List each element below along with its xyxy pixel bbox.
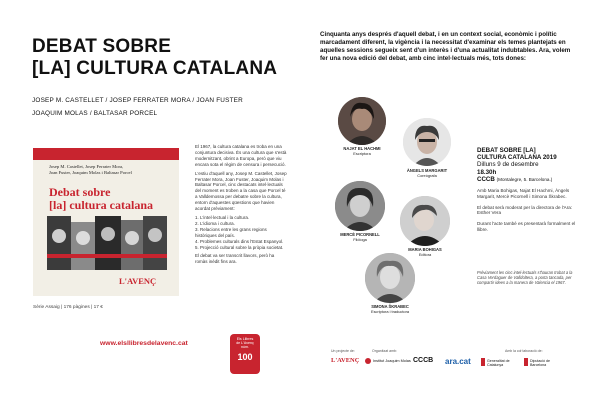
cover-title bbox=[49, 186, 173, 212]
person-name: NAJAT EL HACHMI bbox=[343, 146, 381, 151]
book-cover bbox=[33, 148, 179, 296]
logo-ara: ara.cat bbox=[445, 357, 471, 366]
page-title bbox=[32, 36, 292, 80]
portrait-photo bbox=[365, 253, 415, 303]
topic-item: 3. Relacions entre les grans regions històriques del país. bbox=[195, 226, 267, 238]
event-date: Dilluns 9 de desembre bbox=[477, 161, 539, 169]
topic-item: 5. Projecció cultural sobre la pròpia societat. bbox=[195, 244, 284, 250]
portrait-photo bbox=[335, 181, 385, 231]
person-role: Escriptora i traductora bbox=[370, 308, 410, 314]
event-info bbox=[477, 147, 577, 233]
institut-mark bbox=[365, 358, 371, 364]
portrait-photo bbox=[400, 196, 450, 246]
description bbox=[195, 144, 287, 268]
label-najat-el-hachmi bbox=[327, 147, 397, 157]
logo-generalitat: Generalitat de Catalunya bbox=[487, 359, 510, 368]
person-role: Filòloga bbox=[353, 236, 367, 242]
portrait-photo bbox=[338, 97, 386, 145]
cover-title-line-1: Debat sobre bbox=[49, 185, 111, 199]
cover-authors bbox=[49, 164, 169, 176]
logo-institut-joaquim-molas: Institut Joaquim Molas bbox=[373, 359, 411, 363]
cover-authors-line-1: Josep M. Castellet, Josep Ferrater Mora, bbox=[49, 164, 124, 169]
title-line-2: [LA] CULTURA CATALANA bbox=[32, 58, 278, 79]
portrait-merce-picornell bbox=[335, 181, 385, 231]
cover-authors-line-2: Joan Fuster, Joaquim Molas i Baltasar Porcel bbox=[49, 170, 132, 175]
portrait-angels-margarit bbox=[403, 118, 451, 166]
authors-line-2: JOAQUIM MOLAS / BALTASAR PORCEL bbox=[32, 110, 158, 117]
event-title-line-2: CULTURA CATALANA 2019 bbox=[477, 154, 557, 162]
label-merce-picornell bbox=[325, 233, 395, 243]
website-link[interactable]: www.elsllibresdelavenc.cat bbox=[100, 340, 188, 347]
portrait-najat-el-hachmi bbox=[338, 97, 386, 145]
cover-band bbox=[33, 148, 179, 160]
person-role: Editora bbox=[418, 251, 432, 257]
badge-number: 100 bbox=[237, 351, 253, 362]
portrait-photo bbox=[403, 118, 451, 166]
description-paragraph-1: El 1967, la cultura catalana es troba en una conjuntura decisiva. És una cultura que s'està modernitzant, obrint a Europa, però que viu encara sota el règim de censura i persecució. bbox=[195, 144, 287, 167]
cover-photo-collage bbox=[47, 216, 167, 270]
person-name: ÀNGELS MARGARIT bbox=[406, 168, 448, 173]
portrait-maria-bohigas bbox=[400, 196, 450, 246]
publication-info: Sèrie Assaig | 176 pàgines | 17 € bbox=[33, 305, 103, 310]
footer-project-label: Un projecte de: bbox=[331, 349, 355, 353]
event-title-line-1: DEBAT SOBRE [LA] bbox=[477, 147, 536, 154]
footer-organizer-label: Organitzat amb: bbox=[372, 349, 397, 353]
description-paragraph-3: El debat va ser transcrit llavors, però ha romàs inèdit fins ara. bbox=[195, 253, 275, 265]
title-line-1: DEBAT SOBRE bbox=[32, 36, 172, 57]
badge-line-3: núm. bbox=[241, 345, 249, 350]
event-closing: Durant l'acte també es presentarà formalment el llibre. bbox=[477, 221, 576, 232]
event-address: (Montalegre, 5. Barcelona.) bbox=[496, 176, 553, 182]
logo-lavenc: L'AVENÇ bbox=[331, 357, 360, 364]
authors-line-1: JOSEP M. CASTELLET / JOSEP FERRATER MORA / JOAN FUSTER bbox=[32, 97, 243, 104]
event-venue: CCCB bbox=[477, 175, 495, 183]
event-time: 18.30h bbox=[477, 168, 497, 176]
topics-list bbox=[195, 215, 287, 250]
cover-publisher: L'AVENÇ bbox=[119, 276, 157, 286]
label-angels-margarit bbox=[392, 169, 462, 179]
badge-line-1: Els Llibres bbox=[236, 337, 254, 341]
diputacio-mark bbox=[524, 358, 528, 366]
person-role: Coreògrafa bbox=[417, 172, 437, 178]
topic-item: 1. L'intel·lectual i la cultura. bbox=[195, 214, 250, 220]
person-role: Escriptora bbox=[353, 150, 371, 156]
cover-title-line-2: [la] cultura catalana bbox=[49, 198, 153, 212]
badge-line-2: de L'Avenç bbox=[236, 341, 254, 346]
description-paragraph-2: L'estiu d'aquell any, Josep M. Castellet, Josep Ferrater Mora, Joan Fuster, Joaquim Molas i Baltasar Porcel, cinc destacats intel·lectuals del moment es troben a la casa que Porcel té a Valldemossa per debatre sobre la cultura, entorn d'aquestes qüestions que havien acordat prèviament: bbox=[195, 170, 287, 212]
logo-cccb: CCCB bbox=[413, 357, 434, 364]
generalitat-mark bbox=[481, 358, 485, 366]
portrait-simona-skrabec bbox=[365, 253, 415, 303]
collection-badge bbox=[230, 334, 260, 374]
label-simona-skrabec bbox=[355, 305, 425, 315]
person-name: SIMONA ŠKRABEC bbox=[371, 304, 409, 309]
person-name: MARIA BOHIGAS bbox=[408, 247, 442, 252]
topic-item: 4. Problemes culturals dins l'Estat Espanyol. bbox=[195, 238, 284, 244]
footer-support-label: Amb la col·laboració de: bbox=[505, 349, 543, 353]
event-moderator: El debat serà moderat per la directora de l'Ara: Esther Vera bbox=[477, 204, 573, 216]
topic-item: 2. L'idioma i cultura. bbox=[195, 220, 235, 226]
event-participants: Amb Maria Bohigas, Najat El Hachmi, Àngels Margarit, Mercè Picornell i Simona Škrabec. bbox=[477, 188, 570, 199]
event-footnote: Prèviament les cinc intel·lectuals s'hauran trobat a la Casa Verdaguer de Valldoltera, a porta tancada, per compartir idees a la manera de Valencia el 1967. bbox=[477, 270, 573, 285]
person-name: MERCÈ PICORNELL bbox=[340, 232, 380, 237]
intro-text: Cinquanta anys després d'aquell debat, i en un context social, econòmic i polític marcadament diferent, la vigència i la necessitat d'examinar els temes plantejats en aquelles sessions segueix sent d'un interès i d'una actualitat indubtables. Ara, volem fer una nova edició del debat, amb cinc intel·lectuals més, tots dones: bbox=[320, 31, 571, 62]
logo-diputacio: Diputació de Barcelona bbox=[530, 359, 550, 368]
